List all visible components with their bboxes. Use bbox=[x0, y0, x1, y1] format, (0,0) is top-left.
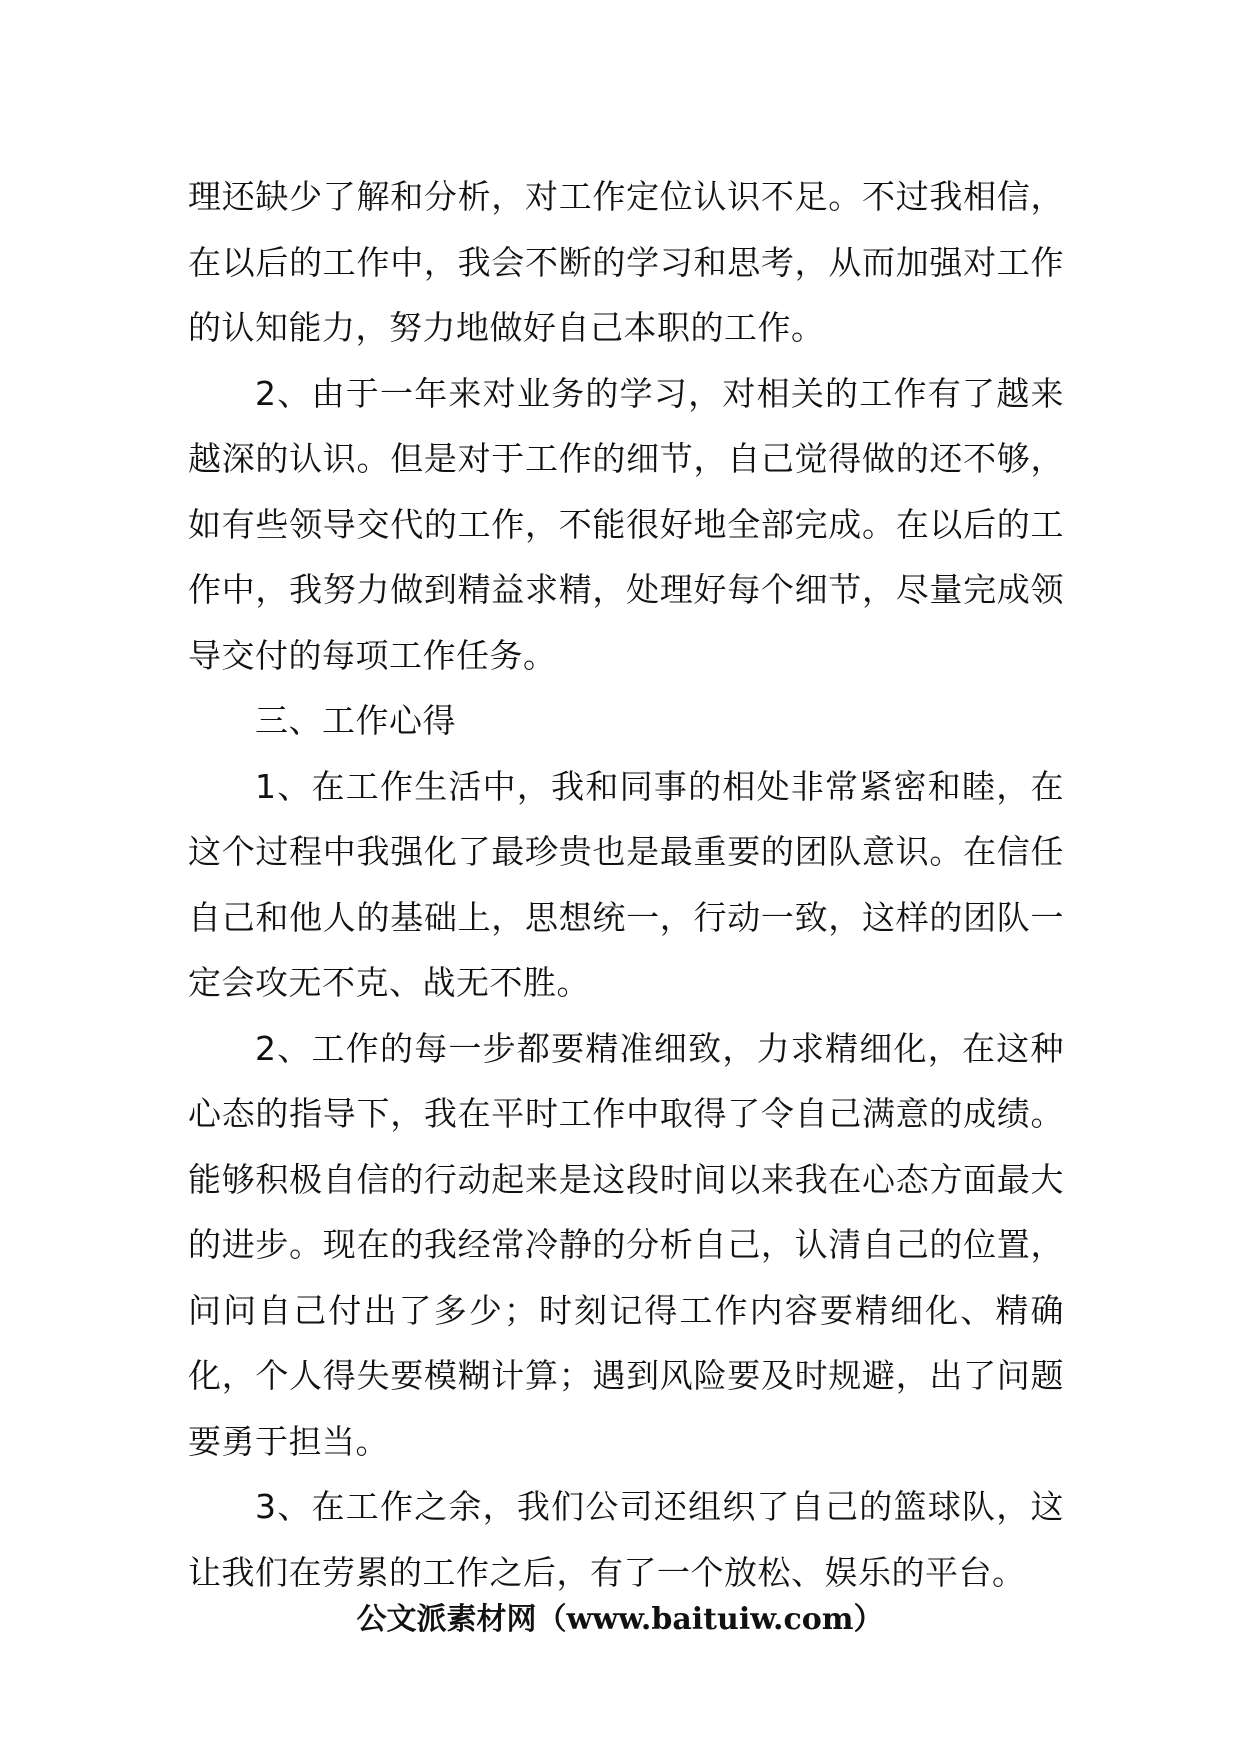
paragraph-item-3-basketball: 3、在工作之余，我们公司还组织了自己的篮球队，这让我们在劳累的工作之后，有了一个放松、娱乐的平台。 bbox=[188, 1487, 1064, 1592]
paragraph-item-1-teamwork: 1、在工作生活中，我和同事的相处非常紧密和睦，在这个过程中我强化了最珍贵也是最重要的团队意识。在信任自己和他人的基础上，思想统一，行动一致，这样的团队一定会攻无不克、战无不胜。 bbox=[188, 766, 1064, 1002]
paragraph-continuation: 理还缺少了解和分析，对工作定位认识不足。不过我相信，在以后的工作中，我会不断的学习和思考，从而加强对工作的认知能力，努力地做好自己本职的工作。 bbox=[188, 177, 1064, 347]
document-body bbox=[188, 164, 1064, 1605]
section-heading-work-insights: 三、工作心得 bbox=[255, 701, 456, 740]
paragraph-item-2-precision: 2、工作的每一步都要精准细致，力求精细化，在这种心态的指导下，我在平时工作中取得了令自己满意的成绩。能够积极自信的行动起来是这段时间以来我在心态方面最大的进步。现在的我经常冷静的分析自己，认清自己的位置，问问自己付出了多少；时刻记得工作内容要精细化、精确化，个人得失要模糊计算；遇到风险要及时规避，出了问题要勇于担当。 bbox=[188, 1028, 1064, 1461]
paragraph-item-2-business-learning: 2、由于一年来对业务的学习，对相关的工作有了越来越深的认识。但是对于工作的细节，自己觉得做的还不够，如有些领导交代的工作，不能很好地全部完成。在以后的工作中，我努力做到精益求精，处理好每个细节，尽量完成领导交付的每项工作任务。 bbox=[188, 373, 1064, 675]
footer-watermark: 公文派素材网（www.baituiw.com） bbox=[356, 1602, 884, 1637]
